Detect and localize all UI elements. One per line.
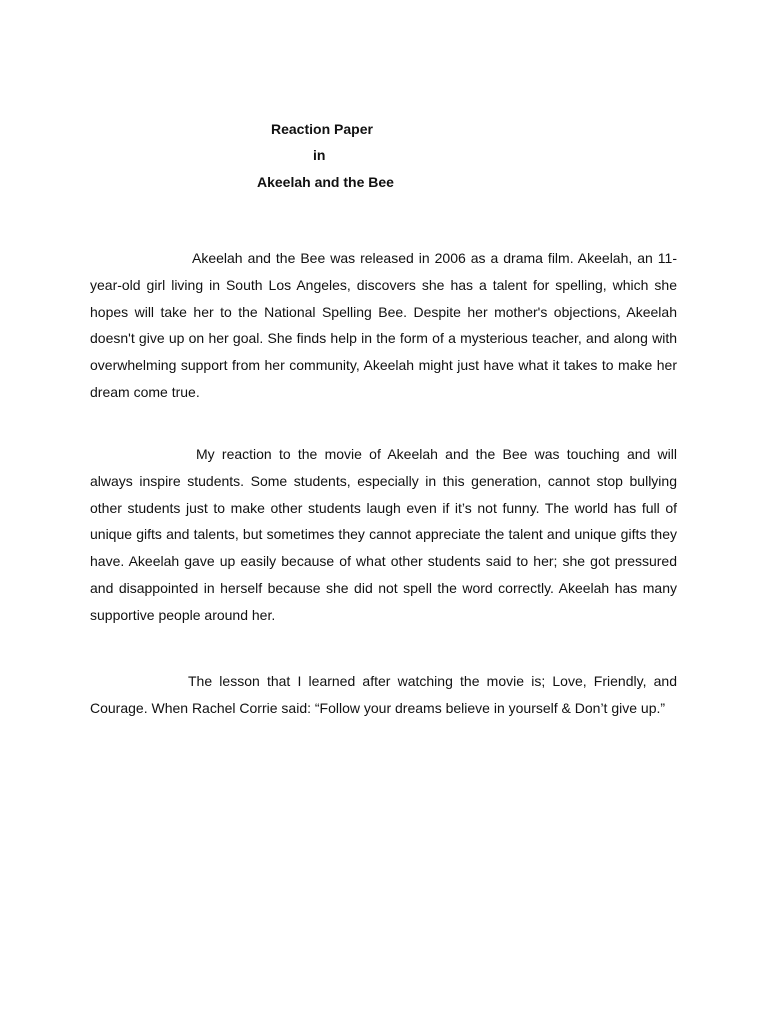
title-movie-name: Akeelah and the Bee (257, 174, 394, 190)
paragraph-reaction: My reaction to the movie of Akeelah and the Bee was touching and will always inspire students. Some students, especially in this generation, cannot stop bullying other students just to make other students laugh even if it’s not funny. The world has full of unique gifts and talents, but sometimes they cannot appreciate the talent and unique gifts they have. Akeelah gave up easily because of what other students said to her; she got pressured and disappointed in herself because she did not spell the word correctly. Akeelah has many supportive people around her. (90, 446, 677, 623)
title-reaction-paper: Reaction Paper (271, 121, 373, 137)
paragraph-lesson: The lesson that I learned after watching the movie is; Love, Friendly, and Courage. When Rachel Corrie said: “Follow your dreams believe in yourself & Don’t give up.” (90, 673, 677, 716)
title-in: in (313, 147, 326, 163)
paragraph-summary: Akeelah and the Bee was released in 2006 as a drama film. Akeelah, an 11-year-old girl living in South Los Angeles, discovers she has a talent for spelling, which she hopes will take her to the National Spelling Bee. Despite her mother's objections, Akeelah doesn't give up on her goal. She finds help in the form of a mysterious teacher, and along with overwhelming support from her community, Akeelah might just have what it takes to make her dream come true. (90, 250, 677, 400)
